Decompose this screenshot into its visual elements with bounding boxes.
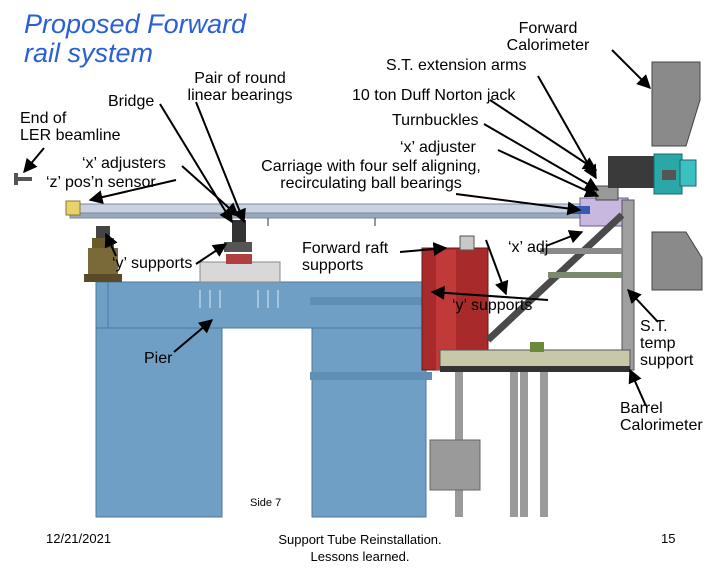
pier-structure: [96, 282, 432, 517]
bridge-bearing-block: [200, 220, 280, 282]
calorimeter-head: [608, 154, 696, 194]
label-barrel-calorimeter: [620, 400, 703, 434]
label-y-supports-left: ‘y’ supports: [112, 255, 193, 272]
label-st-temp-support-line-2: temp: [640, 335, 676, 352]
label-forward-calorimeter-line-2: Calorimeter: [506, 37, 590, 54]
label-st-temp-support: [640, 318, 693, 369]
footer-center: [260, 531, 460, 565]
title-line-2: rail system: [24, 38, 154, 68]
slide-title: [24, 10, 246, 68]
label-forward-calorimeter: [498, 20, 598, 54]
label-st-temp-support-line-3: support: [640, 352, 694, 369]
footer-center-line-2: Lessons learned.: [310, 549, 410, 564]
label-end-of-ler-line-1: End of: [20, 110, 67, 127]
label-forward-raft-line-1: Forward raft: [302, 240, 389, 257]
label-x-adjuster: ‘x’ adjuster: [400, 139, 476, 156]
label-forward-raft-line-2: supports: [302, 257, 364, 274]
footer-date: 12/21/2021: [46, 531, 112, 546]
forward-rail: [66, 201, 600, 226]
label-carriage-line-2: recirculating ball bearings: [280, 175, 462, 192]
label-x-adjusters: ‘x’ adjusters: [82, 155, 166, 172]
label-pair-round-bearings-line-1: Pair of round: [194, 70, 286, 87]
label-forward-raft: [302, 240, 388, 274]
ler-beamline-stub: [14, 173, 32, 185]
label-bridge: Bridge: [108, 93, 155, 110]
label-st-extension-arms: S.T. extension arms: [386, 57, 527, 74]
left-y-support: [84, 226, 122, 282]
label-carriage-line-1: Carriage with four self aligning,: [261, 158, 481, 175]
label-pair-round-bearings: [176, 70, 304, 104]
label-x-adj: ‘x’ adj: [508, 239, 549, 256]
footer-center-line-1: Support Tube Reinstallation.: [278, 532, 442, 547]
label-end-of-ler: [20, 110, 121, 144]
label-carriage: [246, 158, 496, 192]
label-end-of-ler-line-2: LER beamline: [20, 127, 121, 144]
label-turnbuckles: Turnbuckles: [392, 112, 479, 129]
label-st-temp-support-line-1: S.T.: [640, 318, 668, 335]
footer-page-number: 15: [661, 531, 676, 546]
title-line-1: Proposed Forward: [24, 9, 247, 39]
label-forward-calorimeter-line-1: Forward: [518, 20, 578, 37]
label-z-sensor: ‘z’ pos’n sensor: [46, 174, 156, 191]
label-side: Side 7: [250, 497, 282, 509]
label-barrel-calorimeter-line-2: Calorimeter: [620, 417, 703, 434]
label-duff-norton-jack: 10 ton Duff Norton jack: [352, 87, 516, 104]
label-pier: Pier: [144, 350, 173, 367]
label-barrel-calorimeter-line-1: Barrel: [620, 400, 663, 417]
label-pair-round-bearings-line-2: linear bearings: [187, 87, 293, 104]
label-y-supports-right: ‘y’ supports: [452, 297, 533, 314]
